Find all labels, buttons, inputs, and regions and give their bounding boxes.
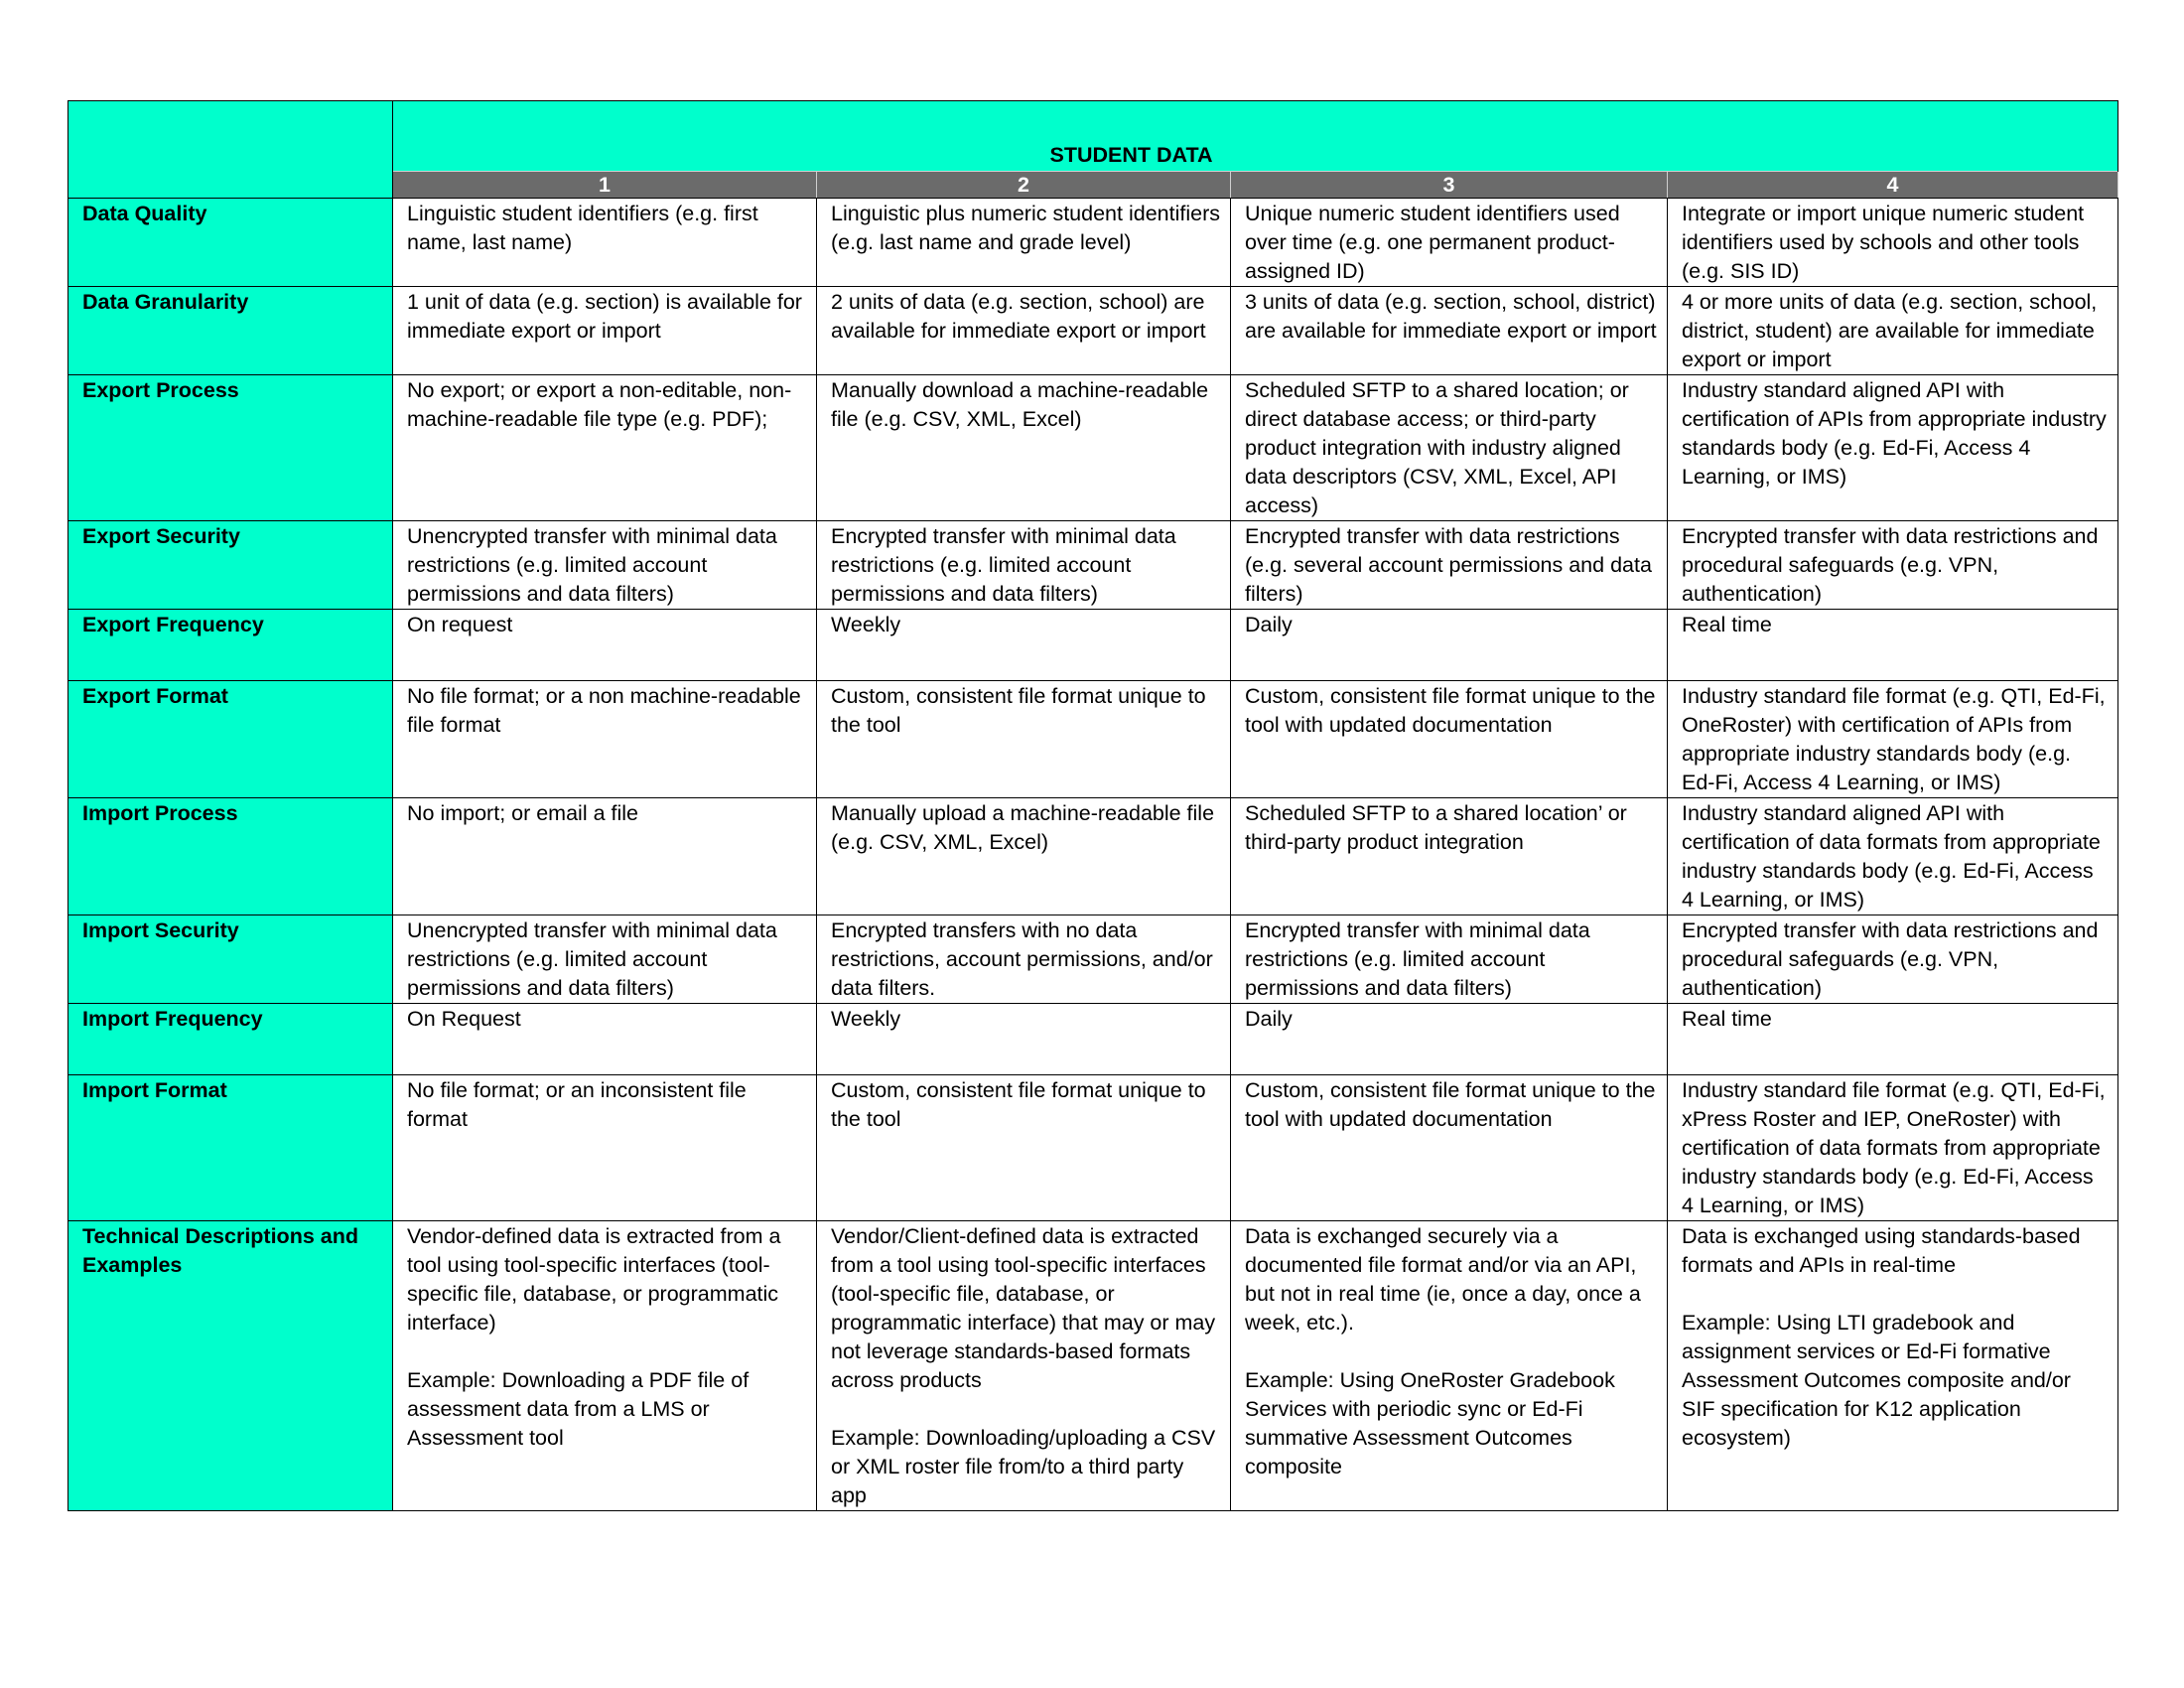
criterion-label: Export Frequency [68,610,393,681]
criterion-label: Data Quality [68,199,393,287]
rubric-cell [817,1221,1231,1511]
criterion-label: Technical Descriptions and Examples [68,1221,393,1511]
rubric-cell: On request [393,610,817,681]
table-title: STUDENT DATA [1049,143,1213,167]
rubric-cell: Custom, consistent file format unique to the tool with updated documentation [1231,681,1668,798]
rubric-cell: No export; or export a non-editable, non-machine-readable file type (e.g. PDF); [393,375,817,521]
rubric-cell: Linguistic student identifiers (e.g. first name, last name) [393,199,817,287]
rubric-cell: Manually download a machine-readable file (e.g. CSV, XML, Excel) [817,375,1231,521]
rubric-cell: Integrate or import unique numeric student identifiers used by schools and other tools (e.g. SIS ID) [1668,199,2118,287]
rubric-cell: Encrypted transfer with data restrictions and procedural safeguards (e.g. VPN, authentication) [1668,915,2118,1004]
criterion-label: Export Security [68,521,393,610]
rubric-cell: Custom, consistent file format unique to the tool [817,681,1231,798]
rubric-cell: Custom, consistent file format unique to the tool with updated documentation [1231,1075,1668,1221]
technical-description: Data is exchanged securely via a documented file format and/or via an API, but not in real time (ie, once a day, once a week, etc.). [1245,1224,1641,1335]
technical-example: Example: Downloading a PDF file of assessment data from a LMS or Assessment tool [407,1368,750,1450]
technical-example: Example: Downloading/uploading a CSV or XML roster file from/to a third party app [831,1426,1216,1507]
technical-description: Vendor/Client-defined data is extracted from a tool using tool-specific interfaces (tool-specific file, database, or programmatic interface) that may or may not leverage standards-based formats across products [831,1224,1216,1392]
rubric-cell: Scheduled SFTP to a shared location; or direct database access; or third-party product integration with industry aligned data descriptors (CSV, XML, Excel, API access) [1231,375,1668,521]
rubric-cell: Scheduled SFTP to a shared location’ or third-party product integration [1231,798,1668,915]
rubric-cell: Encrypted transfers with no data restrictions, account permissions, and/or data filters. [817,915,1231,1004]
rubric-cell: Encrypted transfer with data restrictions (e.g. several account permissions and data filters) [1231,521,1668,610]
row-data-granularity [68,287,2118,375]
level-header-4: 4 [1668,172,2118,199]
technical-description: Vendor-defined data is extracted from a tool using tool-specific interfaces (tool-specific file, database, or programmatic interface) [407,1224,781,1335]
criterion-label: Import Frequency [68,1004,393,1075]
rubric-cell: 3 units of data (e.g. section, school, district) are available for immediate export or import [1231,287,1668,375]
row-data-quality [68,199,2118,287]
rubric-cell: Real time [1668,610,2118,681]
criterion-label: Import Process [68,798,393,915]
rubric-cell: No import; or email a file [393,798,817,915]
rubric-cell: No file format; or a non machine-readable file format [393,681,817,798]
row-export-process [68,375,2118,521]
criterion-label: Import Security [68,915,393,1004]
rubric-cell: Linguistic plus numeric student identifiers (e.g. last name and grade level) [817,199,1231,287]
rubric-cell: Industry standard file format (e.g. QTI, Ed-Fi, xPress Roster and IEP, OneRoster) with certification of data formats from appropriate industry standards body (e.g. Ed-Fi, Access 4 Learning, or IMS) [1668,1075,2118,1221]
technical-example: Example: Using LTI gradebook and assignment services or Ed-Fi formative Assessment Outcomes composite and/or SIF specification for K12 application ecosystem) [1682,1311,2071,1450]
rubric-cell: No file format; or an inconsistent file format [393,1075,817,1221]
row-import-security [68,915,2118,1004]
level-header-3: 3 [1231,172,1668,199]
rubric-cell [1231,1221,1668,1511]
criterion-label: Import Format [68,1075,393,1221]
row-export-frequency [68,610,2118,681]
table-title-cell [393,101,2118,172]
rubric-cell [393,1221,817,1511]
row-import-process [68,798,2118,915]
level-header-row [68,172,2118,199]
rubric-cell: Encrypted transfer with data restrictions and procedural safeguards (e.g. VPN, authentication) [1668,521,2118,610]
rubric-cell: Manually upload a machine-readable file (e.g. CSV, XML, Excel) [817,798,1231,915]
criterion-label: Data Granularity [68,287,393,375]
criterion-label: Export Format [68,681,393,798]
rubric-cell [1668,1221,2118,1511]
rubric-cell: Industry standard file format (e.g. QTI, Ed-Fi, OneRoster) with certification of APIs from appropriate industry standards body (e.g. Ed-Fi, Access 4 Learning, or IMS) [1668,681,2118,798]
rubric-cell: Weekly [817,1004,1231,1075]
rubric-cell: Real time [1668,1004,2118,1075]
row-import-format [68,1075,2118,1221]
student-data-rubric-table [68,100,2118,1511]
rubric-cell: Unencrypted transfer with minimal data restrictions (e.g. limited account permissions and data filters) [393,915,817,1004]
rubric-cell: Encrypted transfer with minimal data restrictions (e.g. limited account permissions and data filters) [1231,915,1668,1004]
rubric-cell: 1 unit of data (e.g. section) is available for immediate export or import [393,287,817,375]
rubric-cell: Encrypted transfer with minimal data restrictions (e.g. limited account permissions and data filters) [817,521,1231,610]
rubric-cell: Daily [1231,1004,1668,1075]
rubric-cell: Custom, consistent file format unique to the tool [817,1075,1231,1221]
rubric-cell: 4 or more units of data (e.g. section, school, district, student) are available for immediate export or import [1668,287,2118,375]
title-corner-cell [68,101,393,172]
row-import-frequency [68,1004,2118,1075]
technical-example: Example: Using OneRoster Gradebook Services with periodic sync or Ed-Fi summative Assessment Outcomes composite [1245,1368,1615,1478]
title-row [68,101,2118,172]
row-export-security [68,521,2118,610]
rubric-cell: Unencrypted transfer with minimal data restrictions (e.g. limited account permissions and data filters) [393,521,817,610]
technical-description: Data is exchanged using standards-based formats and APIs in real-time [1682,1224,2081,1277]
rubric-cell: On Request [393,1004,817,1075]
rubric-cell: Industry standard aligned API with certification of APIs from appropriate industry standards body (e.g. Ed-Fi, Access 4 Learning, or IMS) [1668,375,2118,521]
level-header-1: 1 [393,172,817,199]
criterion-label: Export Process [68,375,393,521]
row-export-format [68,681,2118,798]
level-corner-cell [68,172,393,199]
rubric-cell: 2 units of data (e.g. section, school) are available for immediate export or import [817,287,1231,375]
rubric-cell: Industry standard aligned API with certification of data formats from appropriate industry standards body (e.g. Ed-Fi, Access 4 Learning, or IMS) [1668,798,2118,915]
level-header-2: 2 [817,172,1231,199]
rubric-cell: Daily [1231,610,1668,681]
row-technical-descriptions [68,1221,2118,1511]
rubric-cell: Unique numeric student identifiers used over time (e.g. one permanent product-assigned ID) [1231,199,1668,287]
rubric-cell: Weekly [817,610,1231,681]
